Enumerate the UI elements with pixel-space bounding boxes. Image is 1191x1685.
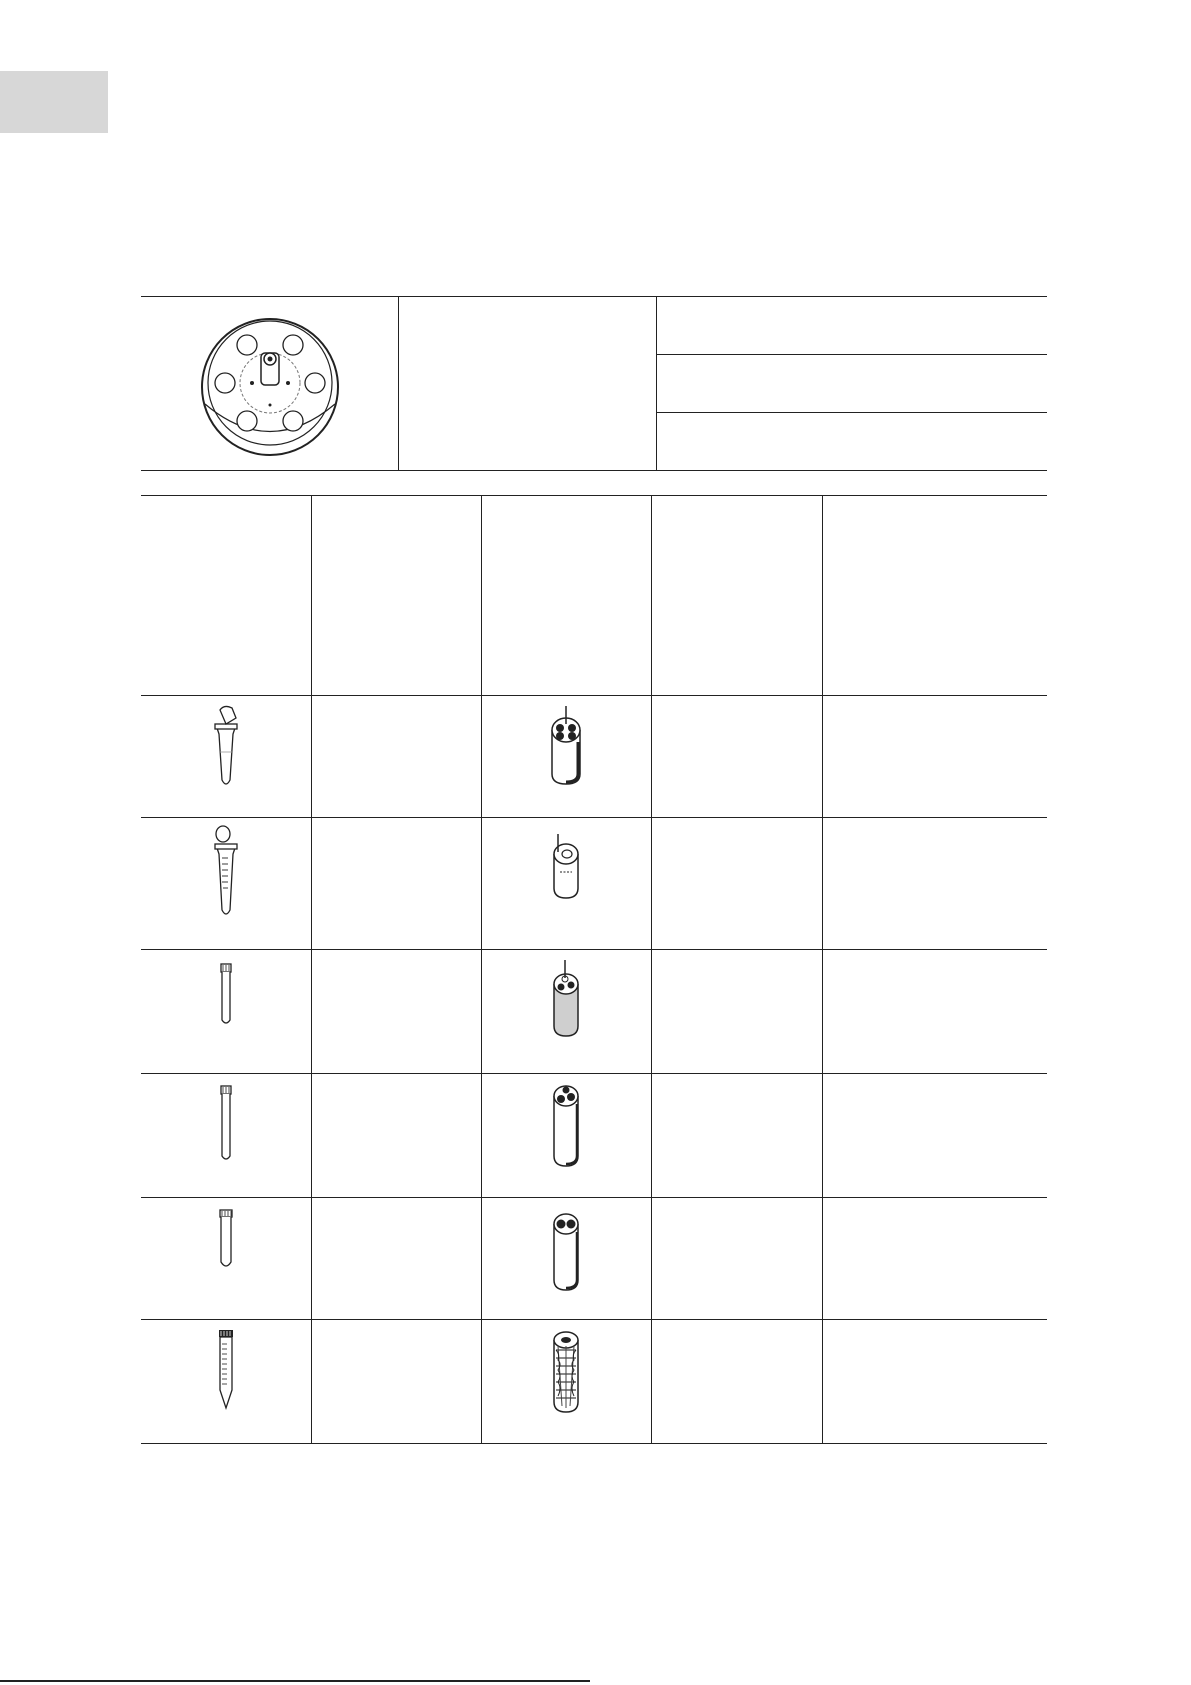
table-cell bbox=[651, 1074, 822, 1198]
adapter-cell bbox=[481, 818, 651, 950]
adapter-cell bbox=[481, 1074, 651, 1198]
table-cell bbox=[822, 818, 1047, 950]
column-header bbox=[651, 496, 822, 696]
table-cell bbox=[822, 1198, 1047, 1320]
rotor-spec-row bbox=[657, 413, 1047, 470]
conical-microtube-open-lid-icon bbox=[206, 702, 246, 792]
table-row bbox=[141, 1320, 1047, 1444]
rotor-spec-row bbox=[657, 355, 1047, 413]
table-cell bbox=[311, 950, 481, 1074]
six-place-rotor-icon bbox=[185, 309, 355, 459]
rotor-description-cell bbox=[399, 297, 657, 470]
tube-cell bbox=[141, 1198, 311, 1320]
tube-cell bbox=[141, 1320, 311, 1444]
table-cell bbox=[651, 818, 822, 950]
chapter-side-tab bbox=[0, 71, 108, 133]
table-row bbox=[141, 818, 1047, 950]
accessories-table bbox=[141, 495, 1047, 1444]
small-screwcap-tube-icon bbox=[211, 956, 241, 1036]
adapter-cell bbox=[481, 696, 651, 818]
table-row bbox=[141, 1074, 1047, 1198]
table-cell bbox=[311, 696, 481, 818]
rotor-spec-row bbox=[657, 297, 1047, 355]
adapter-1-hole-icon bbox=[546, 824, 586, 914]
graduated-microtube-open-lid-icon bbox=[206, 824, 246, 924]
rotor-image-cell bbox=[141, 297, 399, 470]
table-cell bbox=[822, 950, 1047, 1074]
table-row bbox=[141, 1198, 1047, 1320]
table-cell bbox=[311, 1320, 481, 1444]
tube-cell bbox=[141, 696, 311, 818]
adapter-cell bbox=[481, 1320, 651, 1444]
table-cell bbox=[651, 696, 822, 818]
footer-rule bbox=[0, 1680, 590, 1682]
tube-cell bbox=[141, 818, 311, 950]
adapter-4-holes-icon bbox=[546, 702, 586, 792]
adapter-cell bbox=[481, 1198, 651, 1320]
column-header bbox=[822, 496, 1047, 696]
adapter-conical-tube-icon bbox=[546, 1326, 586, 1416]
tube-cell bbox=[141, 950, 311, 1074]
tube-cell bbox=[141, 1074, 311, 1198]
conical-graduated-tube-icon bbox=[211, 1326, 241, 1416]
column-header bbox=[311, 496, 481, 696]
table-header-row bbox=[141, 496, 1047, 696]
adapter-3-holes-long-icon bbox=[546, 1080, 586, 1170]
table-row bbox=[141, 696, 1047, 818]
table-cell bbox=[651, 950, 822, 1074]
table-cell bbox=[651, 1320, 822, 1444]
table-cell bbox=[311, 1198, 481, 1320]
table-row bbox=[141, 950, 1047, 1074]
table-cell bbox=[822, 1320, 1047, 1444]
long-screwcap-tube-icon bbox=[211, 1080, 241, 1170]
short-screwcap-tube-icon bbox=[211, 1204, 241, 1274]
adapter-3-holes-grey-icon bbox=[546, 956, 586, 1046]
table-cell bbox=[822, 696, 1047, 818]
column-header bbox=[481, 496, 651, 696]
table-cell bbox=[651, 1198, 822, 1320]
column-header bbox=[141, 496, 311, 696]
adapter-cell bbox=[481, 950, 651, 1074]
adapter-2-holes-icon bbox=[546, 1204, 586, 1294]
table-cell bbox=[311, 1074, 481, 1198]
table-cell bbox=[822, 1074, 1047, 1198]
table-cell bbox=[311, 818, 481, 950]
rotor-table bbox=[141, 296, 1047, 471]
